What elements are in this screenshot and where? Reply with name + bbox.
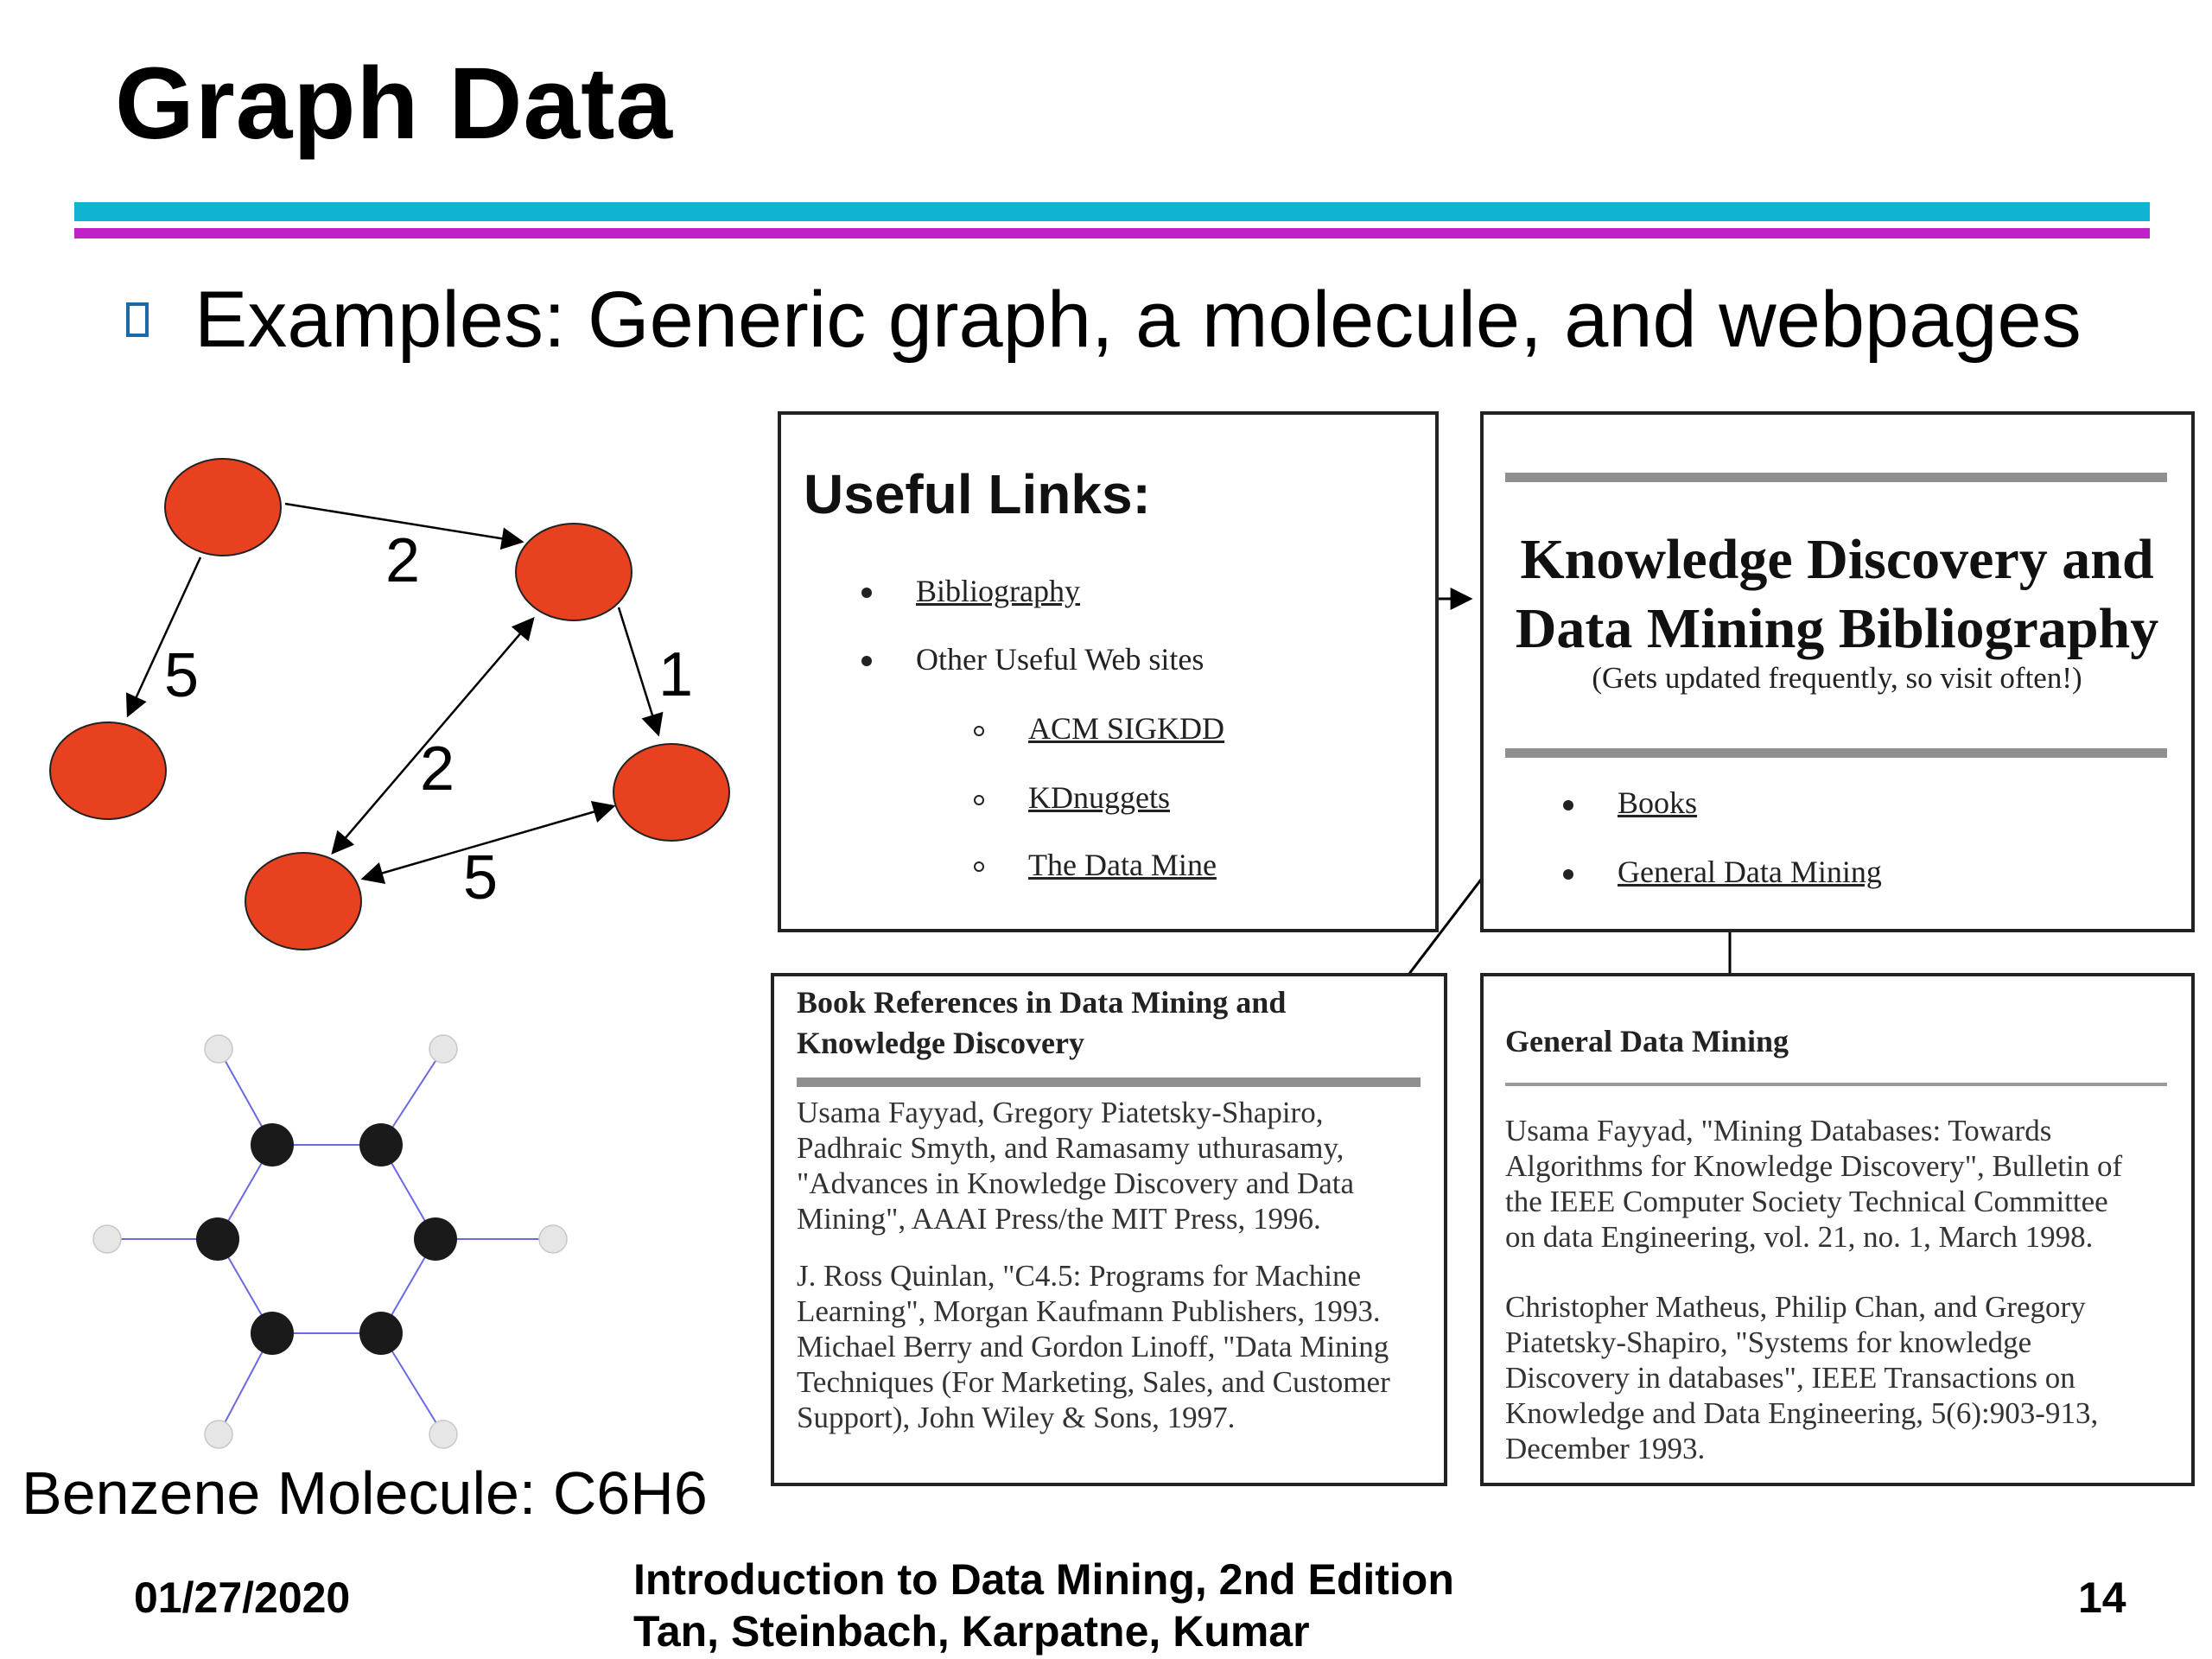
graph-node — [613, 744, 729, 841]
divider-bar — [1505, 1083, 2167, 1086]
heading-line: Knowledge Discovery — [797, 1026, 1084, 1060]
bibliography-title-line: Knowledge Discovery and — [1520, 528, 2154, 591]
general-data-mining-link[interactable]: General Data Mining — [1618, 855, 1882, 889]
reference-line: Techniques (For Marketing, Sales, and Customer — [797, 1365, 1390, 1399]
edge-b-e — [619, 607, 658, 734]
edge-weight-label: 5 — [463, 843, 499, 912]
benzene-molecule — [93, 1035, 567, 1448]
molecule-caption: Benzene Molecule: C6H6 — [22, 1459, 708, 1527]
edge-weight-label: 1 — [658, 640, 694, 709]
edge-weight-label: 2 — [420, 734, 455, 804]
reference-line: Piatetsky-Shapiro, "Systems for knowledge — [1505, 1325, 2032, 1359]
graph-node — [516, 524, 632, 620]
bibliography-title-line: Data Mining Bibliography — [1515, 597, 2159, 660]
acm-sigkdd-link[interactable]: ACM SIGKDD — [1028, 711, 1225, 746]
bullet-ring — [974, 861, 984, 872]
hydrogen-atom — [429, 1421, 457, 1448]
reference-line: Knowledge and Data Engineering, 5(6):903-913, — [1505, 1396, 2099, 1430]
bullet-ring — [974, 795, 984, 805]
books-link[interactable]: Books — [1618, 785, 1698, 820]
hydrogen-atom — [539, 1225, 567, 1253]
reference-line: Usama Fayyad, "Mining Databases: Towards — [1505, 1114, 2052, 1147]
bullet-dot — [861, 656, 872, 666]
footer-book-line: Introduction to Data Mining, 2nd Edition — [633, 1555, 1454, 1604]
book-reference-entry — [797, 1258, 1390, 1435]
edge-weight-label: 5 — [164, 641, 200, 710]
reference-line: on data Engineering, vol. 21, no. 1, March 1998. — [1505, 1220, 2094, 1254]
footer-book — [633, 1554, 1454, 1657]
heading-line: Book References in Data Mining and — [797, 985, 1287, 1020]
bibliography-link[interactable]: Bibliography — [916, 574, 1080, 608]
reference-line: Christopher Matheus, Philip Chan, and Gregory — [1505, 1290, 2086, 1324]
reference-line: J. Ross Quinlan, "C4.5: Programs for Machine — [797, 1259, 1361, 1293]
bibliography-subtitle: (Gets updated frequently, so visit often!) — [1592, 661, 2082, 695]
reference-line: Support), John Wiley & Sons, 1997. — [797, 1401, 1236, 1434]
hydrogen-atom — [205, 1421, 232, 1448]
hydrogen-atom — [205, 1035, 232, 1063]
kdnuggets-link[interactable]: KDnuggets — [1028, 780, 1170, 815]
general-reference-entry — [1505, 1289, 2098, 1466]
general-data-mining-heading: General Data Mining — [1505, 1024, 1789, 1058]
reference-line: Algorithms for Knowledge Discovery", Bulletin of — [1505, 1149, 2123, 1183]
bullet-dot — [1563, 800, 1573, 810]
reference-line: Discovery in databases", IEEE Transactions on — [1505, 1361, 2075, 1395]
reference-line: "Advances in Knowledge Discovery and Data — [797, 1166, 1355, 1200]
graph-node — [165, 459, 281, 556]
divider-bar — [1505, 473, 2167, 482]
reference-line: Michael Berry and Gordon Linoff, "Data Mining — [797, 1330, 1389, 1363]
carbon-atom — [359, 1312, 403, 1355]
carbon-atom — [251, 1312, 294, 1355]
useful-links-heading: Useful Links: — [804, 463, 1151, 525]
bullet-dot — [861, 588, 872, 598]
slide-title: Graph Data — [115, 47, 674, 161]
graph-node — [245, 853, 361, 950]
slide-subtitle: Examples: Generic graph, a molecule, and webpages — [194, 276, 2082, 364]
page-number: 14 — [2078, 1573, 2126, 1622]
hydrogen-atom — [429, 1035, 457, 1063]
footer-date: 01/27/2020 — [134, 1573, 351, 1622]
carbon-atom — [414, 1217, 457, 1261]
graph-node — [50, 722, 166, 819]
other-sites-label: Other Useful Web sites — [916, 642, 1205, 677]
edge-weight-label: 2 — [385, 526, 421, 595]
hydrogen-atom — [93, 1225, 121, 1253]
bullet-ring — [974, 726, 984, 736]
divider-bar — [1505, 748, 2167, 758]
reference-line: Usama Fayyad, Gregory Piatetsky-Shapiro, — [797, 1096, 1324, 1129]
divider-bar — [797, 1077, 1421, 1087]
reference-line: Padhraic Smyth, and Ramasamy uthurasamy, — [797, 1131, 1344, 1165]
carbon-atom — [196, 1217, 239, 1261]
bullet-dot — [1563, 869, 1573, 880]
footer-book-line: Tan, Steinbach, Karpatne, Kumar — [633, 1607, 1310, 1656]
general-reference-entry — [1505, 1113, 2122, 1255]
reference-line: Mining", AAAI Press/the MIT Press, 1996. — [797, 1202, 1321, 1236]
bibliography-title — [1483, 525, 2191, 664]
carbon-atom — [359, 1123, 403, 1166]
reference-line: December 1993. — [1505, 1432, 1706, 1465]
data-mine-link[interactable]: The Data Mine — [1028, 848, 1217, 882]
reference-line: Learning", Morgan Kaufmann Publishers, 1993. — [797, 1294, 1381, 1328]
reference-line: the IEEE Computer Society Technical Committee — [1505, 1185, 2108, 1218]
carbon-atom — [251, 1123, 294, 1166]
book-reference-entry — [797, 1095, 1354, 1236]
book-references-heading — [797, 982, 1286, 1064]
